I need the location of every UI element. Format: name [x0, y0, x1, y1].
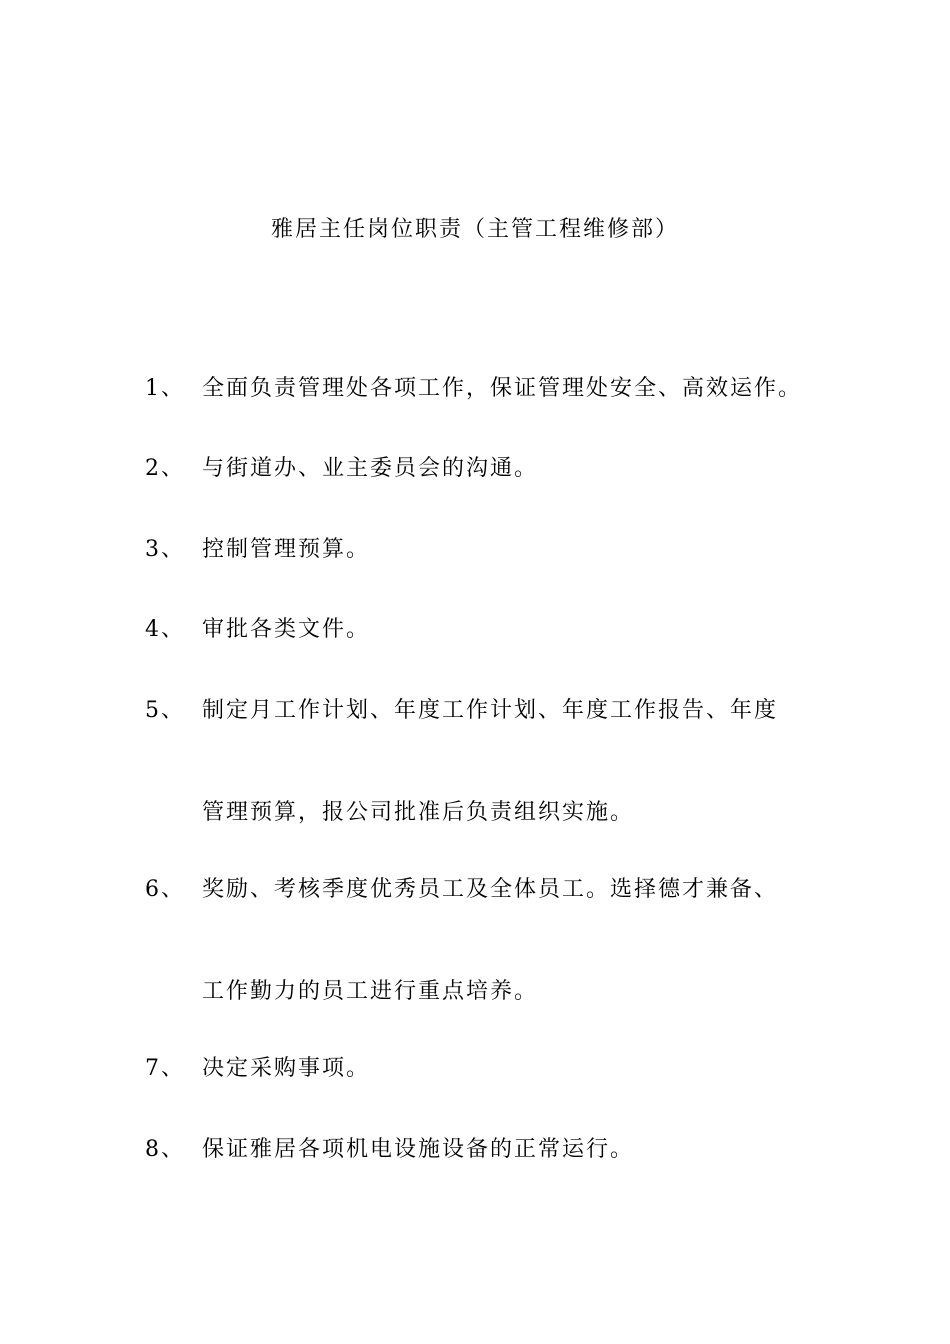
item-text: 与街道办、业主委员会的沟通。: [202, 456, 539, 481]
item-text: 制定月工作计划、年度工作计划、年度工作报告、年度: [202, 698, 779, 723]
item-text-continued: 工作勤力的员工进行重点培养。: [202, 979, 539, 1004]
item-text: 审批各类文件。: [202, 617, 371, 642]
item-number: 7、: [145, 1056, 185, 1081]
item-number: 1、: [145, 376, 185, 401]
item-text: 奖励、考核季度优秀员工及全体员工。选择德才兼备、: [202, 877, 779, 902]
item-number: 3、: [145, 537, 185, 562]
document-title: 雅居主任岗位职责（主管工程维修部）: [270, 217, 679, 242]
item-text: 决定采购事项。: [202, 1056, 371, 1081]
item-text-continued: 管理预算，报公司批准后负责组织实施。: [202, 800, 635, 825]
item-number: 4、: [145, 617, 185, 642]
item-text: 控制管理预算。: [202, 537, 371, 562]
item-text: 全面负责管理处各项工作，保证管理处安全、高效运作。: [202, 376, 803, 401]
item-text: 保证雅居各项机电设施设备的正常运行。: [202, 1137, 635, 1162]
item-number: 8、: [145, 1137, 185, 1162]
item-number: 6、: [145, 877, 185, 902]
item-number: 5、: [145, 698, 185, 723]
item-number: 2、: [145, 456, 185, 481]
